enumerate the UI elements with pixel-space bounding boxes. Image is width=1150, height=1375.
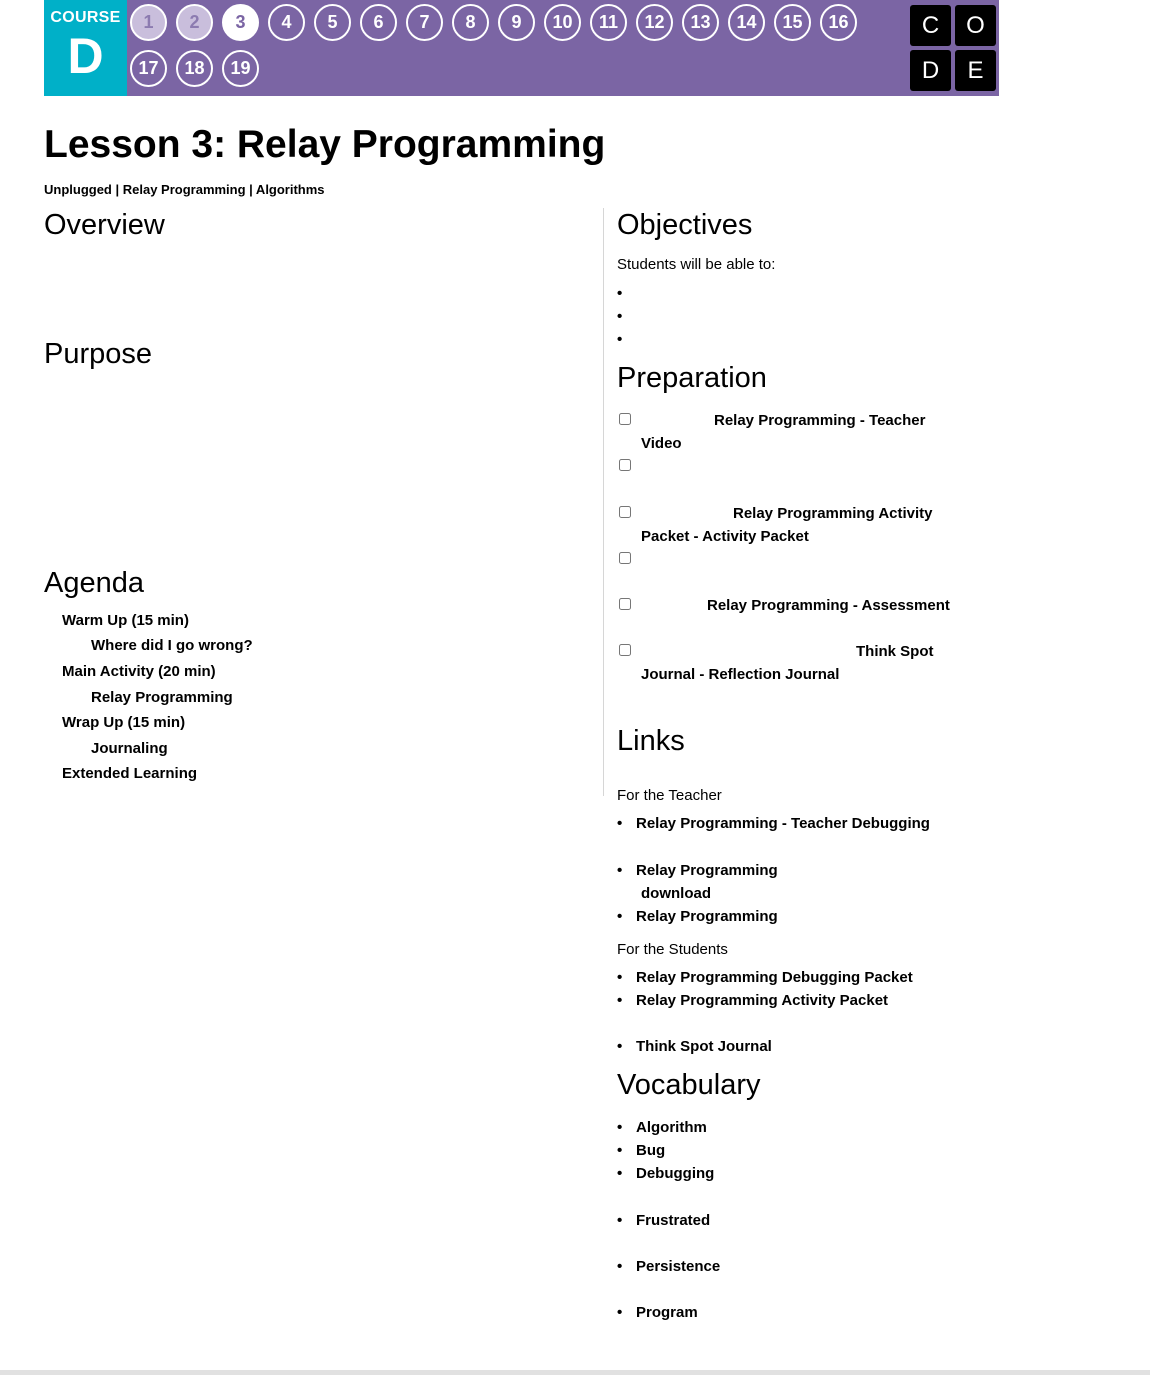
vocab-persistence[interactable]: Persistence: [636, 1258, 721, 1275]
preparation-link-assessment[interactable]: Relay Programming - Assessment: [707, 597, 950, 614]
agenda-link-relay-programming[interactable]: Relay Programming: [91, 689, 233, 706]
course-badge[interactable]: [44, 0, 127, 96]
preparation-checkbox[interactable]: [619, 459, 631, 471]
lesson-link-2[interactable]: 2: [176, 4, 213, 41]
student-link-activity-packet[interactable]: Relay Programming Activity Packet: [636, 992, 889, 1009]
code-org-logo[interactable]: [910, 5, 996, 91]
lesson-link-16[interactable]: 16: [820, 4, 857, 41]
preparation-checkbox[interactable]: [619, 413, 631, 425]
preparation-item-line2[interactable]: Video: [641, 435, 682, 452]
for-teacher-label: For the Teacher: [617, 787, 722, 804]
purpose-heading: Purpose: [44, 338, 153, 370]
preparation-heading: Preparation: [617, 362, 767, 394]
objectives-intro: Students will be able to:: [617, 256, 776, 273]
lesson-link-3[interactable]: 3: [222, 4, 259, 41]
lesson-link-13[interactable]: 13: [682, 4, 719, 41]
agenda-link-journaling[interactable]: Journaling: [91, 740, 168, 757]
teacher-link-relay-programming[interactable]: Relay Programming: [636, 862, 778, 879]
vocabulary-heading: Vocabulary: [617, 1069, 761, 1101]
lesson-link-7[interactable]: 7: [406, 4, 443, 41]
lesson-link-4[interactable]: 4: [268, 4, 305, 41]
teacher-link-debugging[interactable]: Relay Programming - Teacher Debugging: [636, 815, 930, 832]
lesson-link-12[interactable]: 12: [636, 4, 673, 41]
lesson-link-5[interactable]: 5: [314, 4, 351, 41]
lesson-link-18[interactable]: 18: [176, 50, 213, 87]
vocab-bug[interactable]: Bug: [636, 1142, 666, 1159]
lesson-link-19[interactable]: 19: [222, 50, 259, 87]
lesson-link-14[interactable]: 14: [728, 4, 765, 41]
course-word: COURSE: [50, 9, 121, 26]
course-letter: D: [67, 28, 104, 84]
lesson-title: Lesson 3: Relay Programming: [44, 123, 606, 166]
overview-heading: Overview: [44, 209, 165, 241]
lesson-link-15[interactable]: 15: [774, 4, 811, 41]
lesson-link-17[interactable]: 17: [130, 50, 167, 87]
lesson-link-9[interactable]: 9: [498, 4, 535, 41]
agenda-heading: Agenda: [44, 567, 144, 599]
teacher-link-relay-programming-2[interactable]: Relay Programming: [636, 908, 778, 925]
preparation-checkbox[interactable]: [619, 598, 631, 610]
preparation-item-line2[interactable]: Journal - Reflection Journal: [641, 666, 840, 683]
agenda-link-extended-learning[interactable]: Extended Learning: [62, 765, 198, 782]
agenda-link-wrap-up[interactable]: Wrap Up (15 min): [62, 714, 186, 731]
vocab-frustrated[interactable]: Frustrated: [636, 1212, 711, 1229]
logo-letter-o: O: [955, 5, 996, 46]
objectives-heading: Objectives: [617, 209, 753, 241]
preparation-link-activity-packet[interactable]: Relay Programming Activity: [733, 505, 933, 522]
course-header-bar: [44, 0, 999, 96]
agenda-link-where-did-i-go-wrong[interactable]: Where did I go wrong?: [91, 637, 253, 654]
lesson-link-6[interactable]: 6: [360, 4, 397, 41]
vocab-debugging[interactable]: Debugging: [636, 1165, 715, 1182]
column-divider: [603, 208, 604, 796]
logo-letter-e: E: [955, 50, 996, 91]
vocab-program[interactable]: Program: [636, 1304, 698, 1321]
for-students-label: For the Students: [617, 941, 728, 958]
page-bottom-rule: [0, 1370, 1150, 1375]
lesson-link-11[interactable]: 11: [590, 4, 627, 41]
preparation-checkbox[interactable]: [619, 506, 631, 518]
vocab-algorithm[interactable]: Algorithm: [636, 1119, 707, 1136]
logo-letter-d: D: [910, 50, 951, 91]
lesson-link-10[interactable]: 10: [544, 4, 581, 41]
agenda-link-warm-up[interactable]: Warm Up (15 min): [62, 612, 189, 629]
preparation-item-line2[interactable]: Packet - Activity Packet: [641, 528, 809, 545]
teacher-link-download[interactable]: download: [641, 885, 711, 902]
lesson-link-1[interactable]: 1: [130, 4, 167, 41]
preparation-checkbox[interactable]: [619, 644, 631, 656]
preparation-checkbox[interactable]: [619, 552, 631, 564]
links-heading: Links: [617, 725, 685, 757]
preparation-link-think-spot[interactable]: Think Spot: [856, 643, 934, 660]
student-link-debugging-packet[interactable]: Relay Programming Debugging Packet: [636, 969, 913, 986]
agenda-link-main-activity[interactable]: Main Activity (20 min): [62, 663, 216, 680]
lesson-tags: Unplugged | Relay Programming | Algorithms: [44, 182, 325, 197]
logo-letter-c: C: [910, 5, 951, 46]
lesson-link-8[interactable]: 8: [452, 4, 489, 41]
preparation-link-teacher-video[interactable]: Relay Programming - Teacher: [714, 412, 926, 429]
student-link-think-spot-journal[interactable]: Think Spot Journal: [636, 1038, 772, 1055]
